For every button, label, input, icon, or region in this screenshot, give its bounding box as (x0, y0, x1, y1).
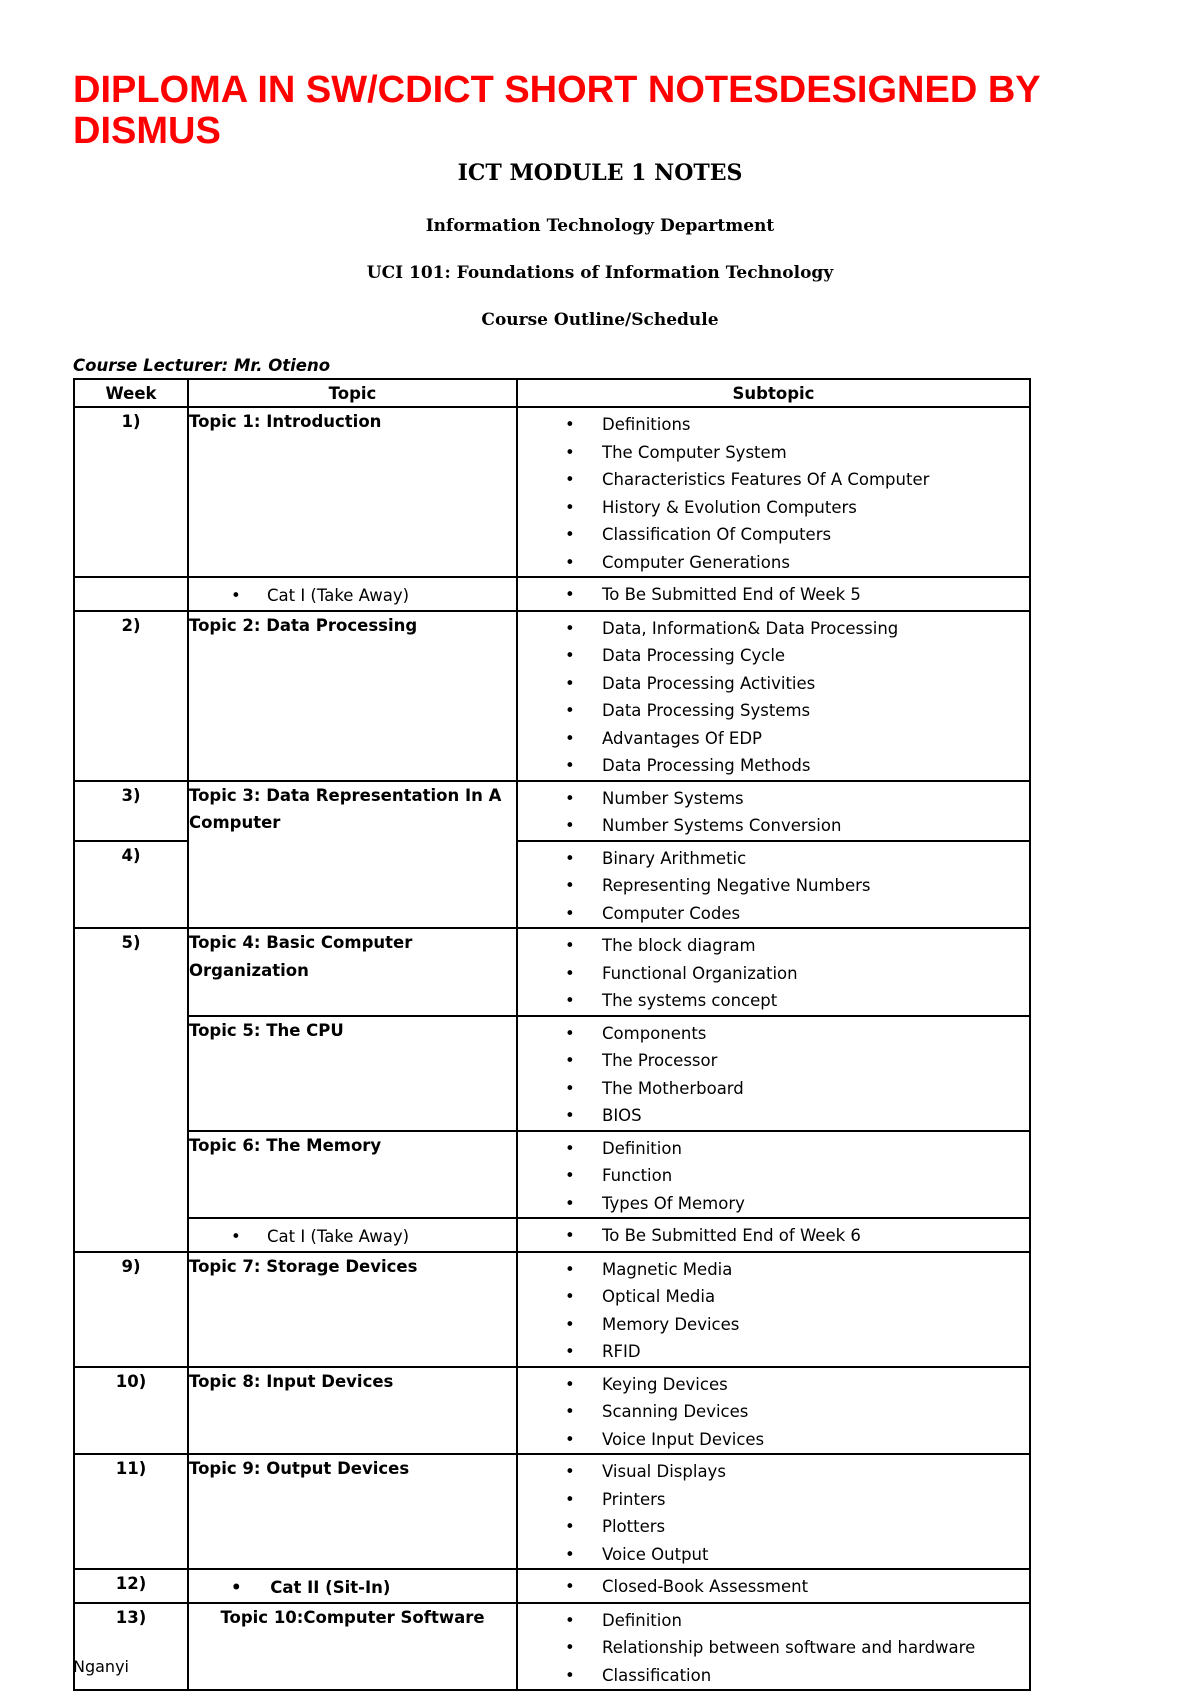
subtopic-cell (517, 577, 1030, 611)
subtopic-label: The systems concept (602, 991, 778, 1010)
table-row (74, 1603, 1030, 1691)
list-item (518, 987, 1029, 1015)
cat-label: Cat II (Sit-In) (270, 1578, 391, 1597)
bullet-icon: • (565, 1429, 575, 1449)
bullet-icon: • (565, 1023, 575, 1043)
subtopic-cell (517, 611, 1030, 781)
bullet-icon: • (565, 876, 575, 895)
list-item (518, 900, 1029, 928)
subtopic-label: Classification Of Computers (602, 525, 832, 544)
bullet-icon: • (565, 1462, 575, 1481)
list-item (518, 439, 1029, 467)
topic-cell: Topic 7: Storage Devices (188, 1252, 517, 1367)
list-item (518, 725, 1029, 753)
subtopic-label: Plotters (602, 1517, 666, 1536)
table-row (74, 928, 1030, 1016)
week-cell: 3) (74, 781, 188, 841)
week-cell: 4) (74, 841, 188, 929)
subtopic-cell (517, 1603, 1030, 1691)
topic-cell: Topic 4: Basic Computer Organization (188, 928, 517, 1016)
subtopic-cell (517, 407, 1030, 577)
subtopic-label: Representing Negative Numbers (602, 876, 871, 895)
subtopic-list (518, 1219, 1029, 1250)
bullet-icon: • (565, 1517, 575, 1536)
subtopic-cell (517, 1367, 1030, 1455)
list-item (518, 1634, 1029, 1662)
bullet-icon: • (565, 1138, 575, 1158)
subtopic-list (518, 612, 1029, 780)
subtopic-label: Components (602, 1023, 707, 1043)
list-item (518, 1135, 1029, 1163)
subtopic-label: Data Processing Systems (602, 701, 811, 720)
subtopic-label: Closed-Book Assessment (602, 1577, 809, 1596)
subtopic-label: Voice Output (602, 1544, 709, 1564)
bullet-icon: • (565, 470, 575, 489)
subtopic-list (518, 1017, 1029, 1130)
cat-label: Cat I (Take Away) (266, 1227, 410, 1246)
subtopic-label: To Be Submitted End of Week 6 (602, 1226, 861, 1245)
subtopic-label: Data Processing Methods (602, 756, 811, 775)
list-item (518, 1371, 1029, 1399)
list-item (518, 1338, 1029, 1366)
topic-cell: Topic 6: The Memory (188, 1131, 517, 1219)
subtopic-label: Binary Arithmetic (602, 848, 747, 868)
bullet-icon: • (565, 1078, 575, 1098)
bullet-icon: • (565, 936, 575, 955)
subtopic-list (518, 1132, 1029, 1218)
subtopic-list (518, 1570, 1029, 1601)
subtopic-label: Advantages Of EDP (602, 728, 762, 748)
bullet-icon: • (565, 728, 575, 748)
subtopic-label: Data Processing Activities (602, 673, 816, 693)
bullet-icon: • (565, 1193, 575, 1213)
bullet-icon: • (565, 903, 575, 923)
bullet-icon: • (565, 1051, 575, 1070)
subtopic-label: Classification (602, 1665, 712, 1685)
list-item (518, 1047, 1029, 1075)
list-item (518, 845, 1029, 873)
list-item (518, 932, 1029, 960)
subtopic-label: Functional Organization (602, 963, 798, 983)
bullet-icon: • (565, 1544, 575, 1564)
bullet-icon: • (565, 1287, 575, 1306)
subtopic-cell (517, 1252, 1030, 1367)
subtopic-cell (517, 928, 1030, 1016)
table-row (74, 1454, 1030, 1569)
table-row (74, 1569, 1030, 1603)
week-cell (74, 577, 188, 611)
subtopic-label: Types Of Memory (602, 1193, 745, 1213)
list-item (518, 1486, 1029, 1514)
list-item (518, 785, 1029, 813)
subtopic-list (518, 1604, 1029, 1690)
list-item (518, 581, 1029, 609)
bullet-icon: • (565, 991, 575, 1010)
cat-cell (188, 1218, 517, 1252)
subtopic-label: The block diagram (602, 936, 756, 955)
bullet-icon: • (565, 1489, 575, 1509)
list-item (518, 1162, 1029, 1190)
topic-column-header: Topic (188, 379, 517, 407)
list-item (518, 466, 1029, 494)
bullet-icon: • (565, 1577, 575, 1596)
cat-label: Cat I (Take Away) (266, 586, 410, 605)
course-lecturer: Course Lecturer: Mr. Otieno (73, 356, 331, 375)
bullet-icon: • (565, 618, 575, 638)
subtopic-label: Computer Codes (602, 903, 741, 923)
table-row (74, 407, 1030, 577)
topic-cell: Topic 5: The CPU (188, 1016, 517, 1131)
bullet-icon: • (565, 497, 575, 517)
week-cell: 12) (74, 1569, 188, 1603)
list-item (518, 642, 1029, 670)
list-item (518, 1222, 1029, 1250)
table-row (74, 1016, 1030, 1131)
table-row (74, 1131, 1030, 1219)
subtopic-list (518, 408, 1029, 576)
subtopic-label: Definition (602, 1138, 682, 1158)
subtopic-label: Number Systems Conversion (602, 816, 842, 835)
bullet-icon: • (231, 1227, 241, 1246)
page-footer: Nganyi (73, 1657, 129, 1676)
list-item (518, 1458, 1029, 1486)
subtopic-label: The Motherboard (602, 1078, 744, 1098)
cat-cell (188, 577, 517, 611)
bullet-icon: • (565, 646, 575, 665)
subtopic-label: Printers (602, 1489, 666, 1509)
week-cell: 11) (74, 1454, 188, 1569)
topic-cell: Topic 8: Input Devices (188, 1367, 517, 1455)
subtopic-label: Definition (602, 1610, 682, 1630)
bullet-icon: • (565, 1106, 575, 1125)
week-cell: 1) (74, 407, 188, 577)
subtopic-cell (517, 1454, 1030, 1569)
module-title: ICT MODULE 1 NOTES (457, 160, 743, 186)
list-item (518, 752, 1029, 780)
subtopic-label: The Processor (602, 1051, 718, 1070)
subtopic-column-header: Subtopic (517, 379, 1030, 407)
bullet-icon: • (565, 756, 575, 775)
list-item (518, 1513, 1029, 1541)
topic-cell: Topic 3: Data Representation In A Computer (188, 781, 517, 929)
subtopic-list (518, 1455, 1029, 1568)
bullet-icon: • (565, 1226, 575, 1245)
bullet-icon: • (565, 1166, 575, 1185)
list-item (518, 1256, 1029, 1284)
subtopic-label: Definitions (602, 415, 691, 434)
week-cell: 5) (74, 928, 188, 1252)
bullet-icon: • (565, 673, 575, 693)
subtopic-label: Data Processing Cycle (602, 646, 786, 665)
subtopic-label: Computer Generations (602, 552, 790, 572)
bullet-icon: • (565, 415, 575, 434)
bullet-icon: • (565, 963, 575, 983)
list-item (518, 1283, 1029, 1311)
bullet-icon: • (565, 816, 575, 835)
list-item (518, 812, 1029, 840)
subtopic-label: Scanning Devices (602, 1402, 749, 1421)
bullet-icon: • (565, 788, 575, 808)
list-item (518, 1662, 1029, 1690)
bullet-icon: • (565, 1638, 575, 1657)
subtopic-label: The Computer System (602, 442, 787, 462)
subtopic-label: Function (602, 1166, 673, 1185)
subtopic-label: Optical Media (602, 1287, 716, 1306)
table-row (74, 1218, 1030, 1252)
list-item (518, 697, 1029, 725)
bullet-icon: • (565, 585, 575, 604)
list-item (518, 1102, 1029, 1130)
bullet-icon: • (565, 1314, 575, 1334)
list-item (518, 1607, 1029, 1635)
subtopic-label: Keying Devices (602, 1374, 728, 1394)
subtopic-cell (517, 1131, 1030, 1219)
bullet-icon: • (565, 1665, 575, 1685)
topic-cell: Topic 2: Data Processing (188, 611, 517, 781)
cat-item (189, 1219, 516, 1251)
subtopic-list (518, 782, 1029, 840)
subtopic-label: Memory Devices (602, 1314, 740, 1334)
course-title: UCI 101: Foundations of Information Technology (366, 263, 834, 283)
list-item (518, 1426, 1029, 1454)
department-title: Information Technology Department (425, 216, 775, 236)
bullet-icon: • (565, 1402, 575, 1421)
subtopic-list (518, 929, 1029, 1015)
table-row (74, 1252, 1030, 1367)
list-item (518, 549, 1029, 577)
subtopic-label: Data, Information& Data Processing (602, 618, 899, 638)
subtopic-label: Voice Input Devices (602, 1429, 765, 1449)
subtopic-cell (517, 1569, 1030, 1603)
week-column-header: Week (74, 379, 188, 407)
subtopic-label: Characteristics Features Of A Computer (602, 470, 930, 489)
list-item (518, 615, 1029, 643)
topic-cell: Topic 10:Computer Software (188, 1603, 517, 1691)
outline-title: Course Outline/Schedule (481, 310, 719, 330)
subtopic-cell (517, 1218, 1030, 1252)
list-item (518, 1573, 1029, 1601)
bullet-icon: • (565, 848, 575, 868)
list-item (518, 1311, 1029, 1339)
subtopic-label: To Be Submitted End of Week 5 (602, 585, 861, 604)
week-cell: 2) (74, 611, 188, 781)
list-item (518, 521, 1029, 549)
cat-cell (188, 1569, 517, 1603)
topic-cell: Topic 1: Introduction (188, 407, 517, 577)
subtopic-list (518, 1368, 1029, 1454)
subtopic-cell (517, 841, 1030, 929)
list-item (518, 1398, 1029, 1426)
document-banner: DIPLOMA IN SW/CDICT SHORT NOTESDESIGNED BY DISMUS (73, 69, 1040, 152)
subtopic-label: Relationship between software and hardware (602, 1638, 976, 1657)
list-item (518, 411, 1029, 439)
table-row (74, 577, 1030, 611)
subtopic-list (518, 578, 1029, 609)
bullet-icon: • (231, 586, 241, 605)
bullet-icon: • (565, 1374, 575, 1394)
list-item (518, 1020, 1029, 1048)
table-header-row (74, 379, 1030, 407)
topic-cell: Topic 9: Output Devices (188, 1454, 517, 1569)
week-cell: 9) (74, 1252, 188, 1367)
subtopic-label: Number Systems (602, 788, 744, 808)
list-item (518, 670, 1029, 698)
subtopic-label: RFID (602, 1342, 641, 1361)
bullet-icon: • (565, 1259, 575, 1279)
subtopic-label: Visual Displays (602, 1462, 726, 1481)
cat-item (189, 578, 516, 610)
table-row (74, 781, 1030, 841)
list-item (518, 1190, 1029, 1218)
subtopic-cell (517, 781, 1030, 841)
list-item (518, 1075, 1029, 1103)
bullet-icon: • (565, 1610, 575, 1630)
bullet-icon: • (565, 442, 575, 462)
cat-item (189, 1570, 516, 1602)
subtopic-list (518, 1253, 1029, 1366)
table-row (74, 611, 1030, 781)
bullet-icon: • (565, 1342, 575, 1361)
list-item (518, 1541, 1029, 1569)
bullet-icon: • (565, 701, 575, 720)
bullet-icon: • (231, 1578, 242, 1597)
table-row (74, 1367, 1030, 1455)
bullet-icon: • (565, 552, 575, 572)
list-item (518, 960, 1029, 988)
course-outline-table (73, 378, 1031, 1691)
subtopic-list (518, 842, 1029, 928)
subtopic-label: BIOS (602, 1106, 642, 1125)
list-item (518, 872, 1029, 900)
subtopic-label: Magnetic Media (602, 1259, 733, 1279)
subtopic-cell (517, 1016, 1030, 1131)
bullet-icon: • (565, 525, 575, 544)
list-item (518, 494, 1029, 522)
week-cell: 10) (74, 1367, 188, 1455)
week-cell: 13) (74, 1603, 188, 1691)
subtopic-label: History & Evolution Computers (602, 497, 857, 517)
